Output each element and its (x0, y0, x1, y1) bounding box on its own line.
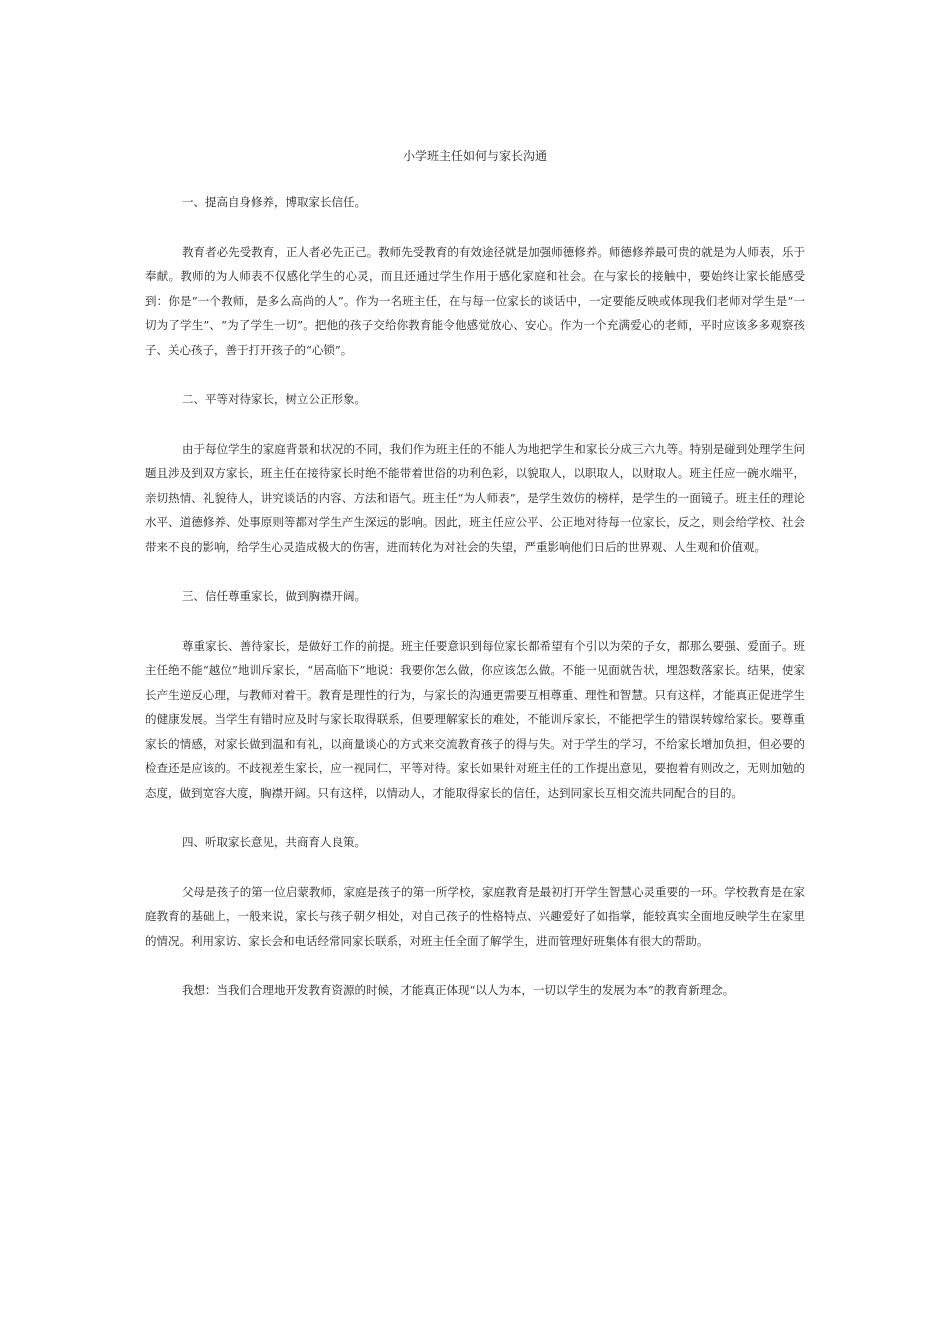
section-paragraph-3: 尊重家长、善待家长，是做好工作的前提。班主任要意识到每位家长都希望有个引以为荣的子女，都那么要强、爱面子。班主任绝不能“越位”地训斥家长，“居高临下”地说：我要你怎么做，你应该怎么做。不能一见面就告状，埋怨数落家长。结果，使家长产生逆反心理，与教师对着干。教育是理性的行为，与家长的沟通更需要互相尊重、理性和智慧。只有这样，才能真正促进学生的健康发展。当学生有错时应及时与家长取得联系，但要理解家长的难处，不能训斥家长，不能把学生的错误转嫁给家长。要尊重家长的情感，对家长做到温和有礼，以商量谈心的方式来交流教育孩子的得与失。对于学生的学习，不给家长增加负担，但必要的检查还是应该的。不歧视差生家长，应一视同仁，平等对待。家长如果针对班主任的工作提出意见，要抱着有则改之，无则加勉的态度，做到宽容大度，胸襟开阔。只有这样，以情动人，才能取得家长的信任，达到同家长互相交流共同配合的目的。 (145, 638, 805, 800)
document-title: 小学班主任如何与家长沟通 (402, 149, 547, 163)
section-heading-2: 二、平等对待家长，树立公正形象。 (182, 392, 366, 406)
section-paragraph-1: 教育者必先受教育，正人者必先正己。教师先受教育的有效途径就是加强师德修养。师德修养最可贵的就是为人师表，乐于奉献。教师的为人师表不仅感化学生的心灵，而且还通过学生作用于感化家庭和社会。在与家长的接触中，要始终让家长能感受到：你是“一个教师，是多么高尚的人”。作为一名班主任，在与每一位家长的谈话中，一定要能反映或体现我们老师对学生是“一切为了学生”、“为了学生一切”。把他的孩子交给你教育能令他感觉放心、安心。作为一个充满爱心的老师，平时应该多多观察孩子、关心孩子，善于打开孩子的“心锁”。 (145, 244, 805, 357)
section-heading-3: 三、信任尊重家长，做到胸襟开阔。 (182, 589, 366, 603)
document-body (145, 190, 805, 1003)
conclusion-paragraph: 我想：当我们合理地开发教育资源的时候，才能真正体现“以人为本，一切以学生的发展为本”的教育新理念。 (182, 983, 735, 997)
section-paragraph-4: 父母是孩子的第一位启蒙教师，家庭是孩子的第一所学校，家庭教育是最初打开学生智慧心灵重要的一环。学校教育是在家庭教育的基础上，一般来说，家长与孩子朝夕相处，对自己孩子的性格特点、兴趣爱好了如指掌，能较真实全面地反映学生在家里的情况。利用家访、家长会和电话经常同家长联系，对班主任全面了解学生，进而管理好班集体有很大的帮助。 (145, 884, 805, 948)
section-heading-1: 一、提高自身修养，博取家长信任。 (182, 195, 366, 209)
section-heading-4: 四、听取家长意见，共商育人良策。 (182, 835, 366, 849)
section-paragraph-2: 由于每位学生的家庭背景和状况的不同，我们作为班主任的不能人为地把学生和家长分成三六九等。特别是碰到处理学生问题且涉及到双方家长，班主任在接待家长时绝不能带着世俗的功利色彩，以貌取人，以职取人，以财取人。班主任应一碗水端平，亲切热情、礼貌待人，讲究谈话的内容、方法和语气。班主任“为人师表”，是学生效仿的榜样，是学生的一面镜子。班主任的理论水平、道德修养、处事原则等都对学生产生深远的影响。因此，班主任应公平、公正地对待每一位家长，反之，则会给学校、社会带来不良的影响，给学生心灵造成极大的伤害，进而转化为对社会的失望，严重影响他们日后的世界观、人生观和价值观。 (145, 441, 805, 554)
